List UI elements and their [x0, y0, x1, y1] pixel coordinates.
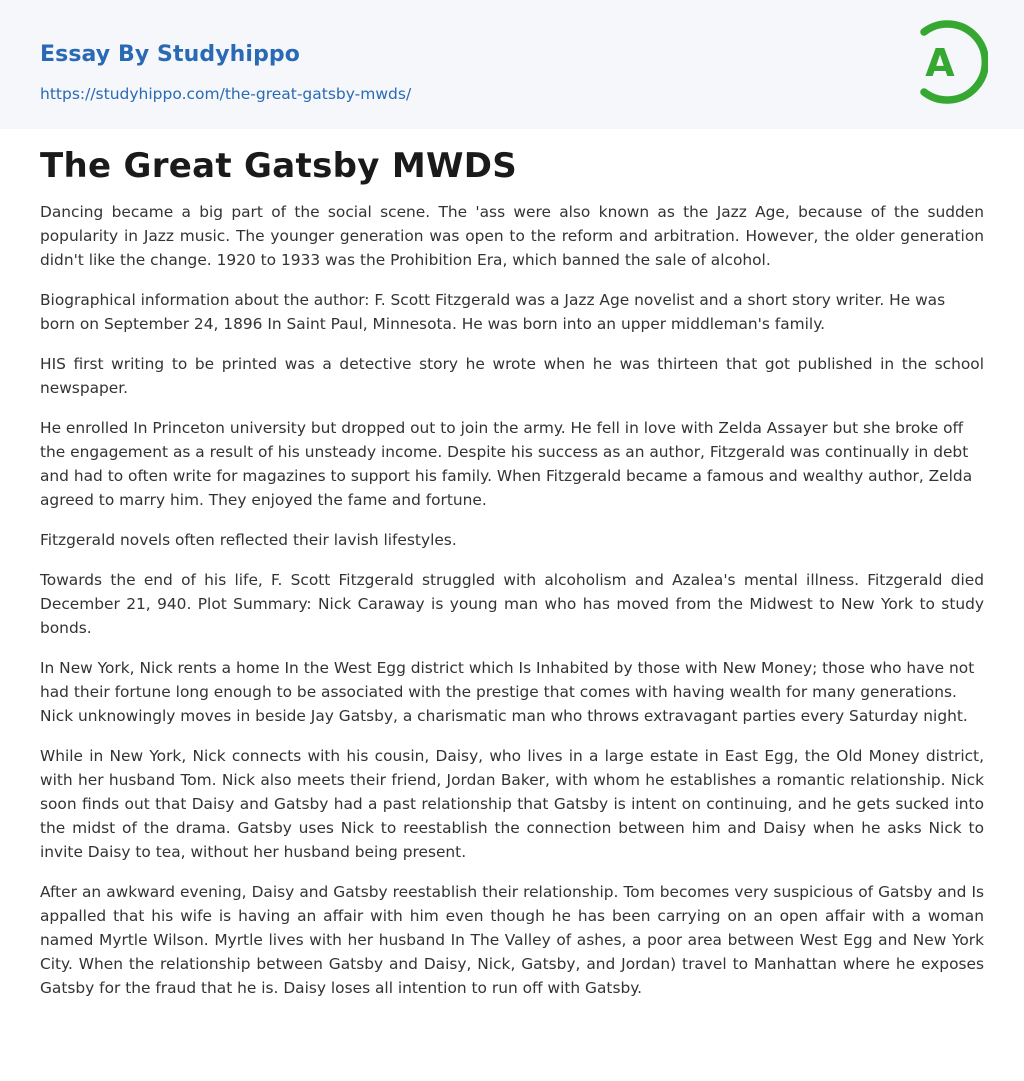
logo-letter: A [925, 41, 955, 85]
studyhippo-logo-icon[interactable] [910, 18, 988, 106]
essay-paragraph: Dancing became a big part of the social scene. The 'ass were also known as the Jazz Age, because of the sudden popularity in Jazz music. The younger generation was open to the reform and arbitration. However, the older generation didn't like the change. 1920 to 1933 was the Prohibition Era, which banned the sale of alcohol. [40, 203, 984, 269]
essay-paragraph: In New York, Nick rents a home In the West Egg district which Is Inhabited by those with New Money; those who have not had their fortune long enough to be associated with the prestige that comes with having wealth for many generations. Nick unknowingly moves in beside Jay Gatsby, a charismatic man who throws extravagant parties every Saturday night. [40, 659, 975, 725]
site-header [0, 0, 1024, 129]
essay-paragraph: He enrolled In Princeton university but dropped out to join the army. He fell in love with Zelda Assayer but she broke off the engagement as a result of his unsteady income. Despite his success as an author, Fitzgerald was continually in debt and had to often write for magazines to support his family. When Fitzgerald became a famous and wealthy author, Zelda agreed to marry him. They enjoyed the fame and fortune. [40, 419, 973, 509]
essay-paragraph: HIS first writing to be printed was a detective story he wrote when he was thirteen that got published in the school newspaper. [40, 355, 984, 397]
essay-paragraph: After an awkward evening, Daisy and Gatsby reestablish their relationship. Tom becomes very suspicious of Gatsby and Is appalled that his wife is having an affair with him even though he has been carrying on an open affair with a woman named Myrtle Wilson. Myrtle lives with her husband In The Valley of ashes, a poor area between West Egg and New York City. When the relationship between Gatsby and Daisy, Nick, Gatsby, and Jordan) travel to Manhattan where he exposes Gatsby for the fraud that he is. Daisy loses all intention to run off with Gatsby. [40, 883, 984, 997]
essay-url-link[interactable]: https://studyhippo.com/the-great-gatsby-mwds/ [40, 85, 412, 103]
essay-paragraph: Towards the end of his life, F. Scott Fitzgerald struggled with alcoholism and Azalea's mental illness. Fitzgerald died December 21, 940. Plot Summary: Nick Caraway is young man who has moved from the Midwest to New York to study bonds. [40, 571, 984, 637]
essay-body [40, 200, 984, 1016]
brand-title[interactable]: Essay By Studyhippo [40, 42, 300, 67]
essay-paragraph: While in New York, Nick connects with his cousin, Daisy, who lives in a large estate in East Egg, the Old Money district, with her husband Tom. Nick also meets their friend, Jordan Baker, with whom he establishes a romantic relationship. Nick soon finds out that Daisy and Gatsby had a past relationship that Gatsby is intent on continuing, and he gets sucked into the midst of the drama. Gatsby uses Nick to reestablish the connection between him and Daisy when he asks Nick to invite Daisy to tea, without her husband being present. [40, 747, 984, 861]
essay-title: The Great Gatsby MWDS [40, 146, 518, 186]
essay-paragraph: Biographical information about the author: F. Scott Fitzgerald was a Jazz Age novelist and a short story writer. He was born on September 24, 1896 In Saint Paul, Minnesota. He was born into an upper middleman's family. [40, 291, 946, 333]
essay-paragraph: Fitzgerald novels often reflected their lavish lifestyles. [40, 531, 457, 549]
